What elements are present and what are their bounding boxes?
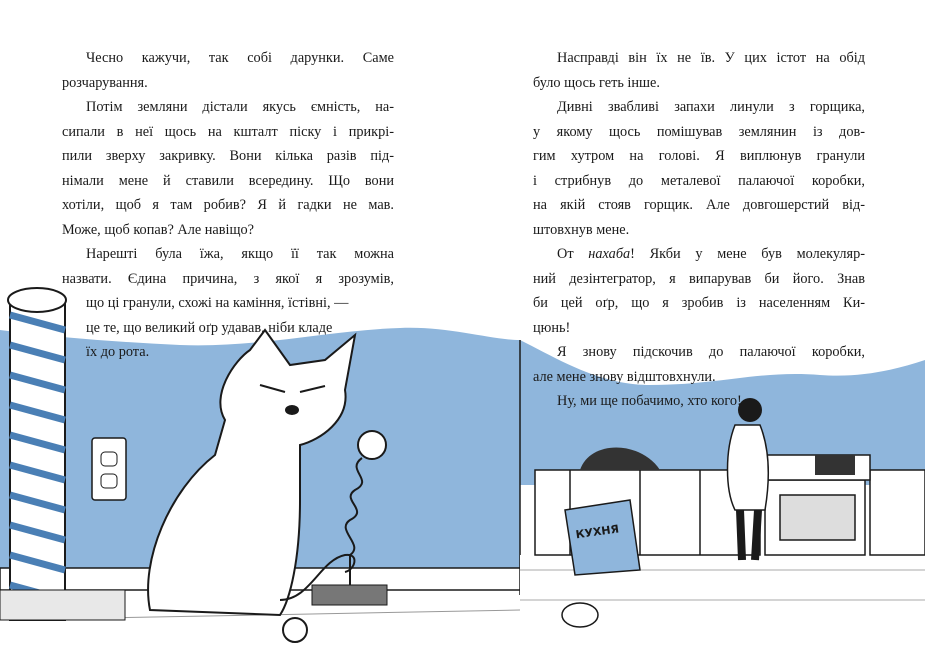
text-line: хотіли, щоб я там робив? Я й гадки не мав. [62, 197, 394, 213]
text-line: Може, щоб копав? Але навіщо? [62, 221, 254, 238]
right-page-text [533, 46, 865, 414]
text-line [533, 242, 865, 267]
text-line: Дивні звабливі запахи линули з горщика, [557, 99, 865, 115]
text-line: у якому щось помішував землянин із дов- [533, 123, 865, 140]
text-line: і стрибнув до металевої палаючої коробки, [533, 172, 865, 189]
text-line: ний дезінтегратор, я випарував би його. Знав [533, 270, 865, 287]
text-line: що ці гранули, схожі на каміння, їстівні, — [86, 295, 349, 311]
text-line: це те, що великий оґр удавав, ніби кладе [86, 319, 333, 336]
text-line: але мене знову відштовхнули. [533, 368, 716, 385]
text-line: цюнь! [533, 319, 571, 336]
text-segment: ! Якби у мене був молекуляр- [630, 246, 865, 262]
text-line: німали мене й ставили всередину. Що вони [62, 172, 394, 189]
text-line: було щось геть інше. [533, 74, 660, 91]
text-line: сипали в неї щось на кшталт піску і прикрі- [62, 123, 394, 140]
box-label: КУХНЯ [574, 522, 620, 542]
text-line: Чесно кажучи, так собі дарунки. Саме [86, 50, 394, 66]
text-line: Я знову підскочив до палаючої коробки, [557, 344, 865, 360]
text-line: розчарування. [62, 74, 148, 91]
pot [815, 455, 855, 475]
text-line: Потім земляни дістали якусь ємність, на- [86, 99, 394, 115]
text-line: назвати. Єдина причина, з якої я зрозумів, [62, 270, 394, 287]
floor-toy [562, 603, 598, 627]
text-line: Ну, ми ще побачимо, хто кого! [557, 393, 742, 409]
text-line: Нарешті була їжа, якщо її так можна [86, 246, 394, 262]
text-line: штовхнув мене. [533, 221, 630, 238]
text-line: пили зверху закривку. Вони кілька разів під- [62, 148, 394, 164]
text-segment: От [557, 246, 589, 262]
text-line: Насправді він їх не їв. У цих істот на обід [557, 50, 865, 66]
text-line: би цей оґр, що я зробив із населенням Ки- [533, 295, 865, 311]
text-line: гим хутром на голові. Я виплюнув гранули [533, 148, 865, 164]
text-line: на якій стояв горщик. Але довгошерстий від- [533, 197, 865, 213]
emphasis-text: нахаба [588, 246, 631, 262]
text-line: їх до рота. [86, 344, 150, 360]
wall-outlet-icon [92, 438, 126, 500]
left-page-text [62, 46, 394, 365]
